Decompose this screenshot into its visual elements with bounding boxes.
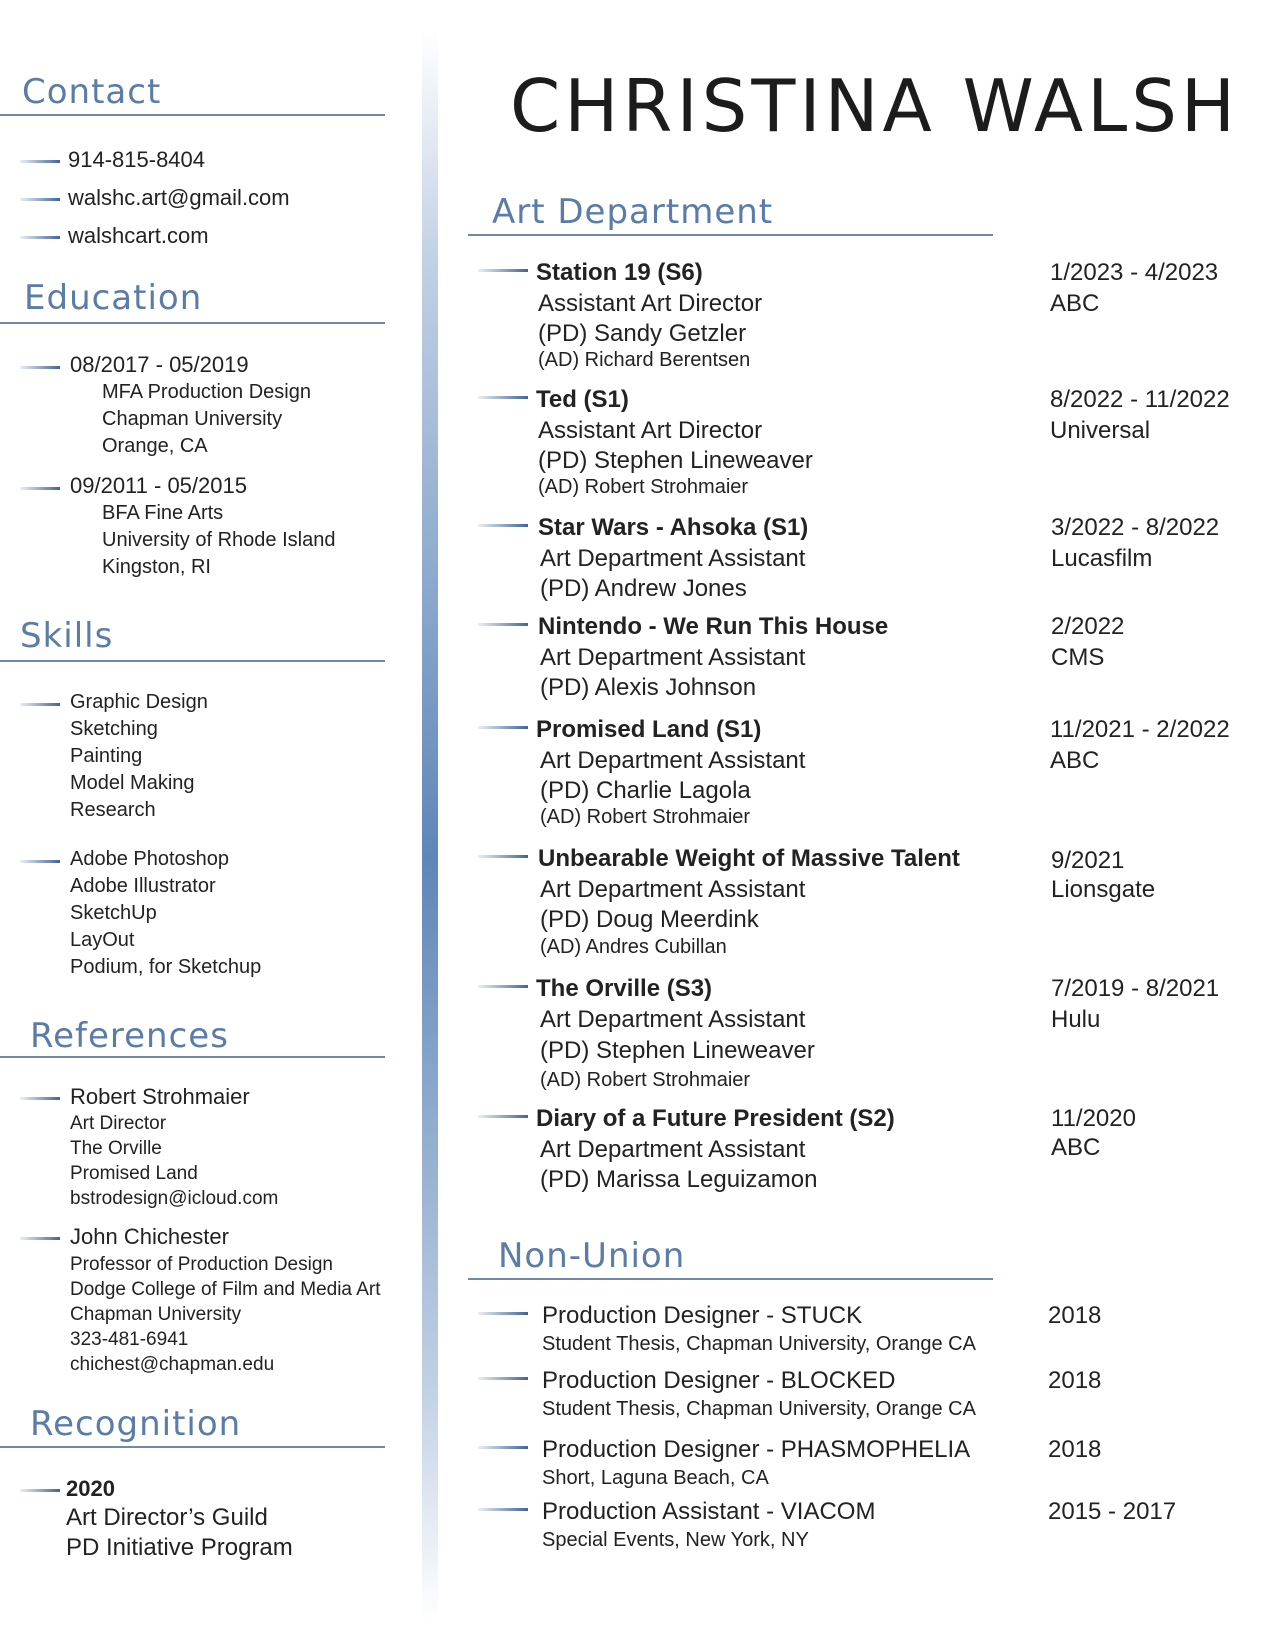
- credit-pd: (PD) Andrew Jones: [540, 575, 747, 602]
- credit-role: Assistant Art Director: [538, 290, 763, 317]
- reference-line: The Orville: [70, 1138, 162, 1159]
- education-school: University of Rhode Island: [102, 529, 336, 551]
- credit-dates: 7/2019 - 8/2021: [1051, 975, 1220, 1002]
- nonunion-year: 2018: [1048, 1367, 1102, 1394]
- education-dates: 08/2017 - 05/2019: [70, 352, 249, 377]
- skill-item: Painting: [70, 745, 143, 767]
- credit-ad: (AD) Richard Berentsen: [538, 349, 751, 371]
- reference-phone[interactable]: 323-481-6941: [70, 1329, 189, 1350]
- credit-role: Art Department Assistant: [540, 545, 806, 572]
- credit-title: Ted (S1): [536, 386, 629, 413]
- nonunion-title: Production Designer - STUCK: [542, 1302, 863, 1329]
- education-degree: BFA Fine Arts: [102, 502, 224, 524]
- bullet-dash: [478, 1377, 528, 1380]
- software-item: Adobe Illustrator: [70, 875, 216, 897]
- credit-role: Art Department Assistant: [540, 644, 806, 671]
- reference-name: Robert Strohmaier: [70, 1084, 250, 1109]
- skill-item: Graphic Design: [70, 691, 208, 713]
- section-rule-non-union: [468, 1278, 993, 1280]
- credit-title: Diary of a Future President (S2): [536, 1105, 895, 1132]
- section-title-art-department: Art Department: [492, 192, 774, 232]
- credit-studio: ABC: [1051, 1134, 1101, 1161]
- credit-title: Promised Land (S1): [536, 716, 762, 743]
- credit-dates: 9/2021: [1051, 847, 1125, 874]
- contact-email[interactable]: walshc.art@gmail.com: [68, 185, 290, 210]
- section-title-skills: Skills: [20, 616, 114, 656]
- credit-studio: ABC: [1050, 290, 1100, 317]
- bullet-dash: [478, 985, 528, 988]
- section-rule-recognition: [0, 1446, 385, 1448]
- bullet-dash: [20, 860, 60, 863]
- credit-dates: 11/2021 - 2/2022: [1050, 716, 1230, 743]
- nonunion-title: Production Assistant - VIACOM: [542, 1498, 876, 1525]
- reference-email[interactable]: bstrodesign@icloud.com: [70, 1188, 279, 1209]
- skill-item: Research: [70, 799, 156, 821]
- section-title-contact: Contact: [22, 72, 162, 112]
- recognition-line: Art Director’s Guild: [66, 1504, 268, 1531]
- education-school: Chapman University: [102, 408, 283, 430]
- credit-title: Star Wars - Ahsoka (S1): [538, 514, 809, 541]
- nonunion-title: Production Designer - PHASMOPHELIA: [542, 1436, 971, 1463]
- nonunion-year: 2018: [1048, 1302, 1102, 1329]
- credit-studio: Lucasfilm: [1051, 545, 1153, 572]
- reference-line: Chapman University: [70, 1304, 242, 1325]
- credit-pd: (PD) Alexis Johnson: [540, 674, 757, 701]
- credit-studio: ABC: [1050, 747, 1100, 774]
- section-rule-art-department: [468, 234, 993, 236]
- credit-dates: 2/2022: [1051, 613, 1125, 640]
- credit-ad: (AD) Robert Strohmaier: [540, 1069, 751, 1091]
- skill-item: Sketching: [70, 718, 158, 740]
- credit-studio: CMS: [1051, 644, 1105, 671]
- bullet-dash: [20, 1237, 60, 1240]
- section-rule-references: [0, 1056, 385, 1058]
- credit-dates: 11/2020: [1051, 1105, 1136, 1132]
- bullet-dash: [20, 366, 60, 369]
- section-rule-education: [0, 322, 385, 324]
- bullet-dash: [20, 1097, 60, 1100]
- credit-studio: Hulu: [1051, 1006, 1101, 1033]
- bullet-dash: [478, 855, 528, 858]
- bullet-dash: [478, 1446, 528, 1449]
- credit-dates: 1/2023 - 4/2023: [1050, 259, 1219, 286]
- credit-dates: 8/2022 - 11/2022: [1050, 386, 1230, 413]
- education-location: Kingston, RI: [102, 556, 211, 578]
- education-dates: 09/2011 - 05/2015: [70, 473, 247, 498]
- credit-pd: (PD) Sandy Getzler: [538, 320, 747, 347]
- nonunion-title: Production Designer - BLOCKED: [542, 1367, 896, 1394]
- credit-pd: (PD) Stephen Lineweaver: [538, 447, 813, 474]
- credit-studio: Lionsgate: [1051, 876, 1156, 903]
- reference-line: Promised Land: [70, 1163, 198, 1184]
- contact-website[interactable]: walshcart.com: [68, 223, 209, 248]
- credit-ad: (AD) Robert Strohmaier: [540, 806, 751, 828]
- recognition-line: PD Initiative Program: [66, 1534, 293, 1561]
- credit-studio: Universal: [1050, 417, 1151, 444]
- bullet-dash: [20, 1489, 60, 1492]
- nonunion-subtitle: Student Thesis, Chapman University, Orange CA: [542, 1398, 976, 1420]
- vertical-gradient-divider: [422, 30, 438, 1620]
- section-title-education: Education: [24, 278, 203, 318]
- credit-title: Station 19 (S6): [536, 259, 703, 286]
- bullet-dash: [478, 623, 528, 626]
- nonunion-subtitle: Student Thesis, Chapman University, Orange CA: [542, 1333, 976, 1355]
- section-title-non-union: Non-Union: [498, 1236, 686, 1276]
- software-item: SketchUp: [70, 902, 157, 924]
- bullet-dash: [478, 1115, 528, 1118]
- credit-role: Art Department Assistant: [540, 1136, 806, 1163]
- bullet-dash: [20, 160, 60, 163]
- credit-title: Nintendo - We Run This House: [538, 613, 889, 640]
- credit-dates: 3/2022 - 8/2022: [1051, 514, 1220, 541]
- skill-item: Model Making: [70, 772, 195, 794]
- education-degree: MFA Production Design: [102, 381, 311, 403]
- applicant-name: CHRISTINA WALSH: [510, 64, 1240, 148]
- bullet-dash: [20, 236, 60, 239]
- bullet-dash: [478, 1312, 528, 1315]
- bullet-dash: [478, 269, 528, 272]
- credit-title: Unbearable Weight of Massive Talent: [538, 845, 960, 872]
- bullet-dash: [20, 487, 60, 490]
- section-rule-skills: [0, 660, 385, 662]
- education-location: Orange, CA: [102, 435, 208, 457]
- credit-role: Assistant Art Director: [538, 417, 763, 444]
- credit-role: Art Department Assistant: [540, 747, 806, 774]
- contact-phone[interactable]: 914-815-8404: [68, 147, 206, 172]
- reference-name: John Chichester: [70, 1224, 229, 1249]
- credit-pd: (PD) Doug Meerdink: [540, 906, 759, 933]
- nonunion-year: 2015 - 2017: [1048, 1498, 1177, 1525]
- credit-role: Art Department Assistant: [540, 876, 806, 903]
- bullet-dash: [478, 396, 528, 399]
- nonunion-subtitle: Special Events, New York, NY: [542, 1529, 809, 1551]
- software-item: LayOut: [70, 929, 135, 951]
- section-rule-contact: [0, 114, 385, 116]
- bullet-dash: [20, 198, 60, 201]
- credit-pd: (PD) Stephen Lineweaver: [540, 1037, 815, 1064]
- credit-ad: (AD) Robert Strohmaier: [538, 476, 749, 498]
- nonunion-year: 2018: [1048, 1436, 1102, 1463]
- bullet-dash: [478, 1508, 528, 1511]
- credit-ad: (AD) Andres Cubillan: [540, 936, 727, 958]
- credit-title: The Orville (S3): [536, 975, 713, 1002]
- reference-line: Dodge College of Film and Media Art: [70, 1279, 381, 1300]
- credit-pd: (PD) Marissa Leguizamon: [540, 1166, 818, 1193]
- section-title-recognition: Recognition: [30, 1404, 242, 1444]
- recognition-year: 2020: [66, 1476, 115, 1501]
- reference-line: Art Director: [70, 1113, 167, 1134]
- bullet-dash: [478, 726, 528, 729]
- credit-role: Art Department Assistant: [540, 1006, 806, 1033]
- software-item: Podium, for Sketchup: [70, 956, 262, 978]
- section-title-references: References: [30, 1016, 229, 1056]
- software-item: Adobe Photoshop: [70, 848, 230, 870]
- bullet-dash: [478, 524, 528, 527]
- reference-email[interactable]: chichest@chapman.edu: [70, 1354, 275, 1375]
- bullet-dash: [20, 703, 60, 706]
- credit-pd: (PD) Charlie Lagola: [540, 777, 751, 804]
- reference-line: Professor of Production Design: [70, 1254, 333, 1275]
- nonunion-subtitle: Short, Laguna Beach, CA: [542, 1467, 769, 1489]
